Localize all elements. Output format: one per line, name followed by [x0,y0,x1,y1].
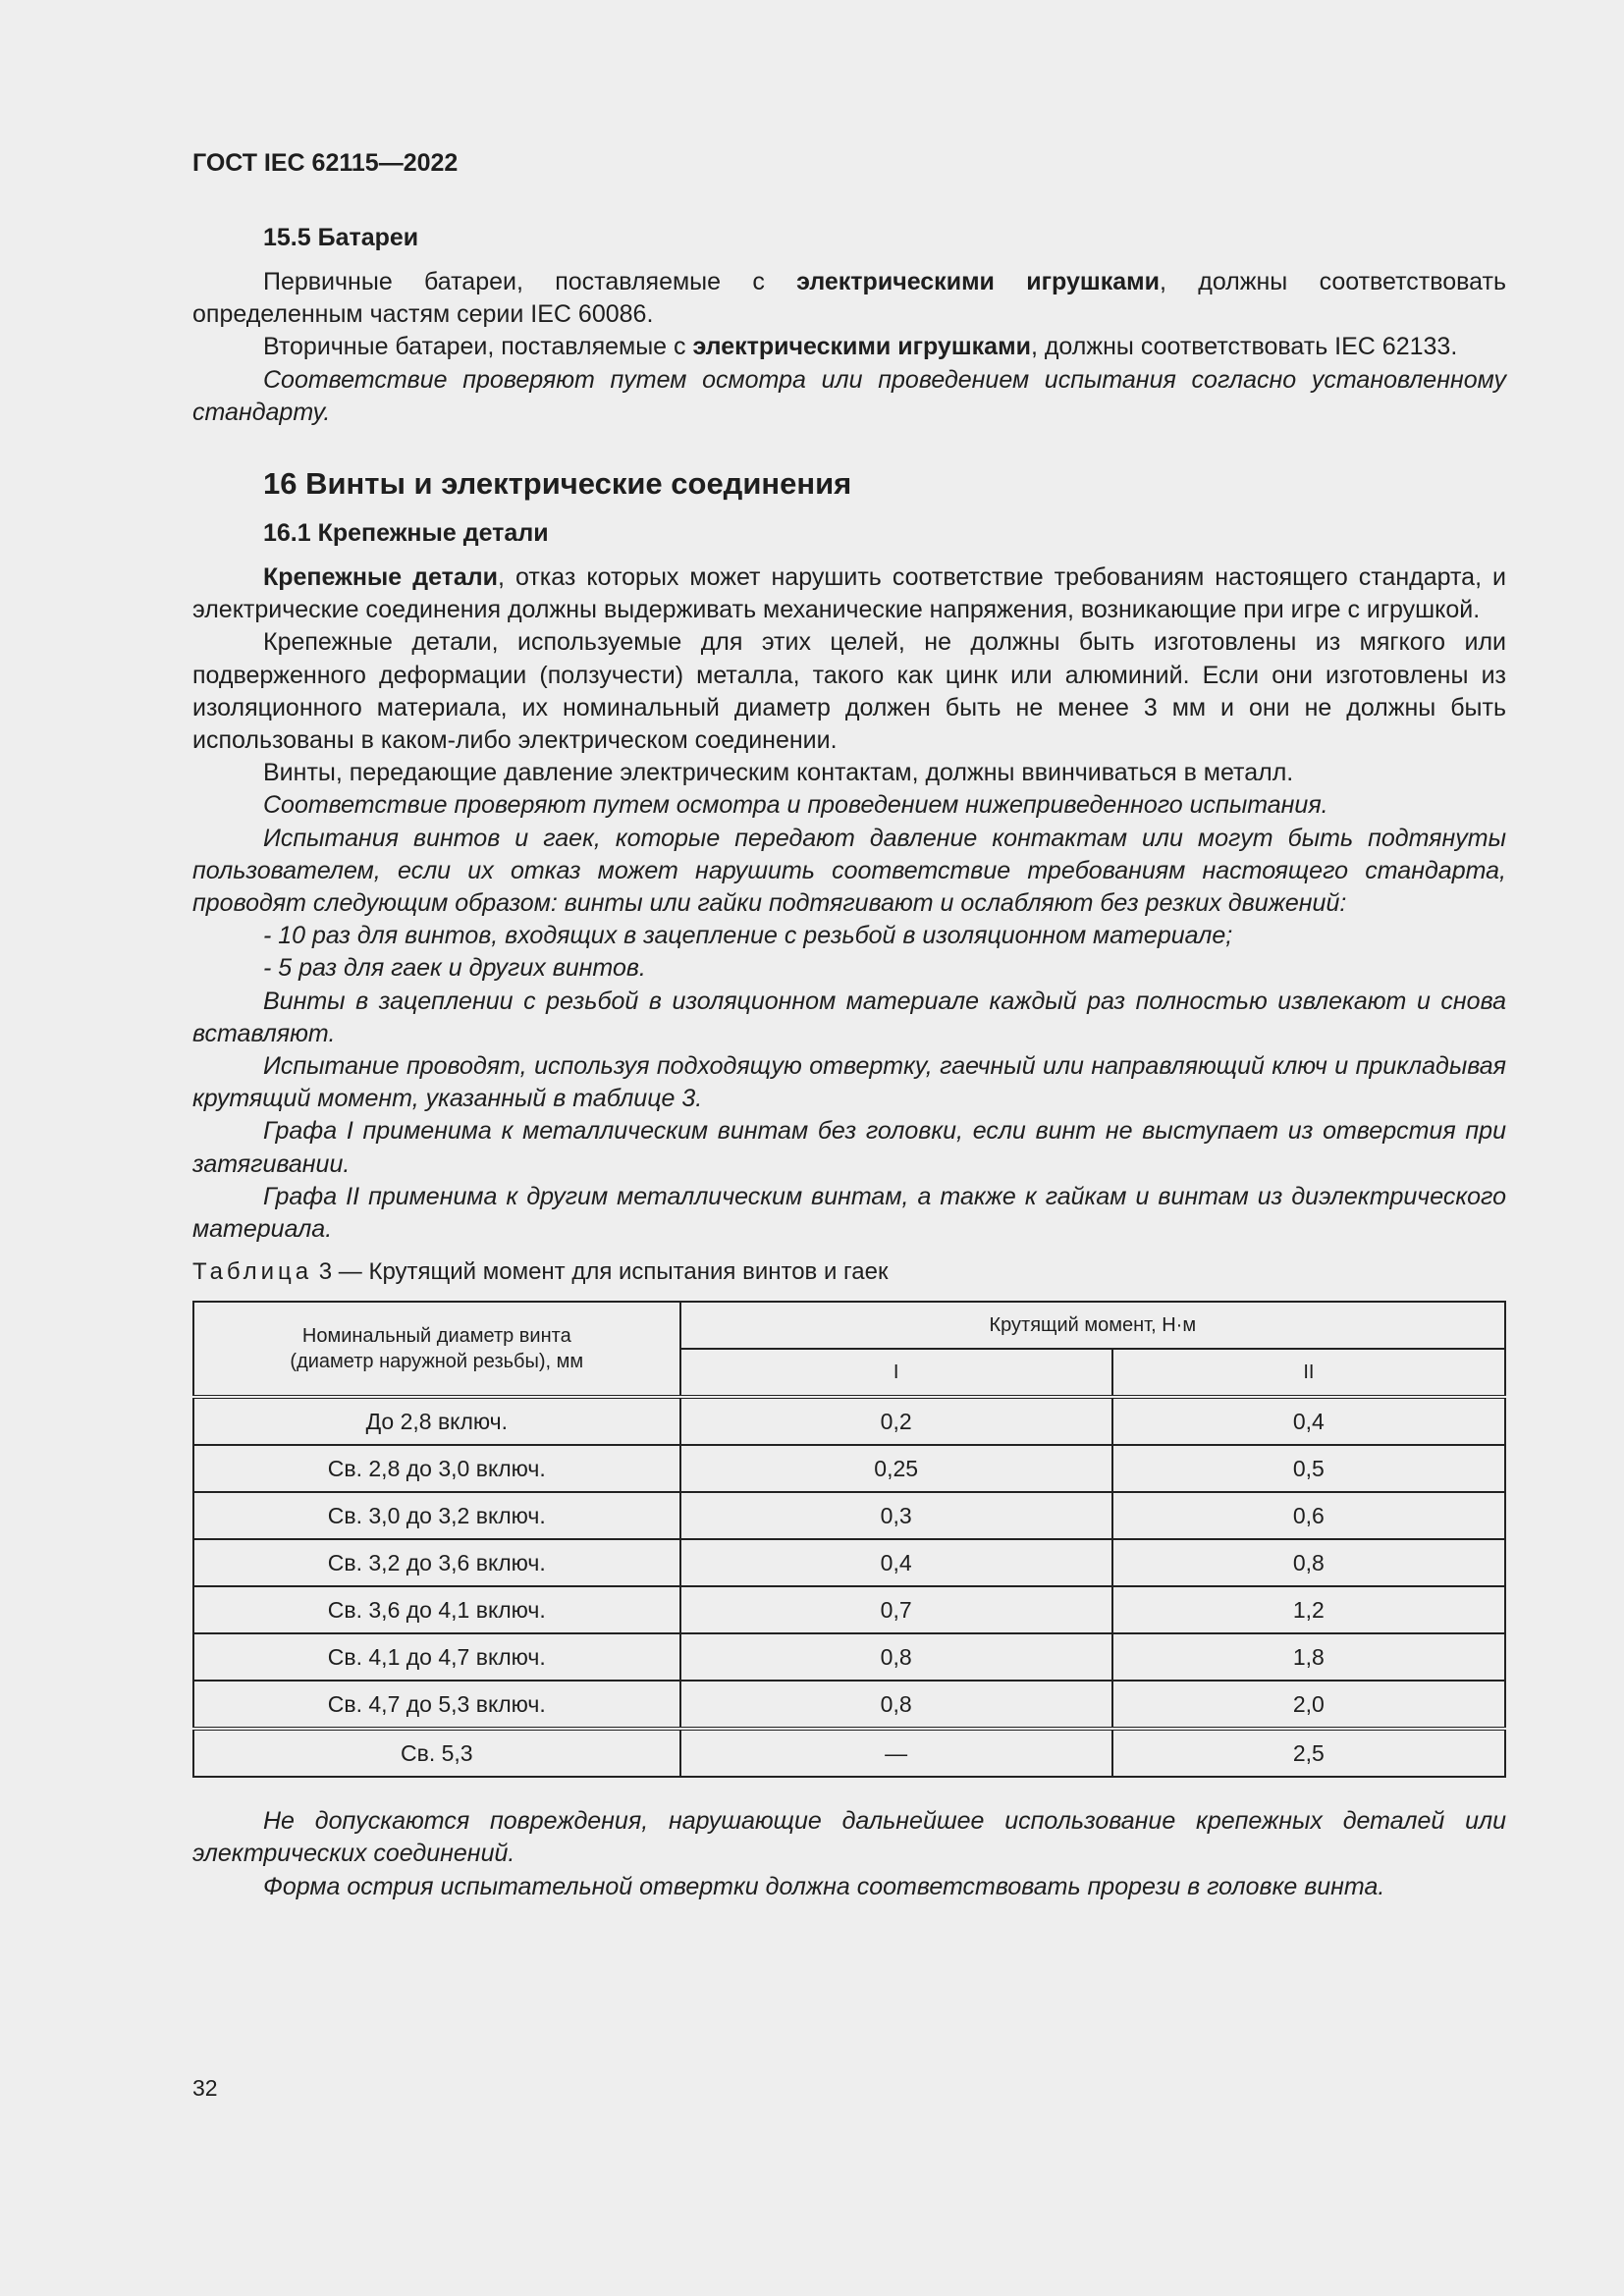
table-cell: 0,25 [680,1445,1112,1492]
list-item: - 5 раз для гаек и других винтов. [263,954,646,983]
table-cell: 1,2 [1112,1586,1505,1633]
table-row [193,1397,1505,1445]
document-header: ГОСТ IEC 62115—2022 [192,149,459,177]
table-cell: 0,8 [1112,1539,1505,1586]
section-16-title: 16 Винты и электрические соединения [263,466,852,502]
page-number: 32 [192,2075,218,2101]
table-cell: Св. 4,7 до 5,3 включ. [193,1681,680,1729]
table-cell: 0,8 [680,1681,1112,1729]
paragraph: Крепежные детали, отказ которых может нарушить соответствие требованиям настоящего стандарта, и электрические соединения должны выдерживать механические напряжения, возникающие при игре с игрушкой. [192,563,1506,624]
table-cell: 0,4 [680,1539,1112,1586]
list-item: - 10 раз для винтов, входящих в зацепление с резьбой в изоляционном материале; [263,922,1233,950]
table-cell: Св. 3,2 до 3,6 включ. [193,1539,680,1586]
table-cell: Св. 3,6 до 4,1 включ. [193,1586,680,1633]
table-cell: 2,0 [1112,1681,1505,1729]
paragraph: Испытания винтов и гаек, которые передают давление контактам или могут быть подтянуты пользователем, если их отказ может нарушить соответствие требованиям настоящего стандарта, проводят следующим образом: винты или гайки подтягивают и ослабляют без резких движений: [192,824,1506,918]
table-cell: 0,5 [1112,1445,1505,1492]
table-cell: Св. 3,0 до 3,2 включ. [193,1492,680,1539]
table-cell: 0,6 [1112,1492,1505,1539]
section-15-5-title: 15.5 Батареи [263,224,419,251]
table-row [193,1586,1505,1633]
table-cell: Св. 5,3 [193,1729,680,1777]
table-row [193,1445,1505,1492]
paragraph: Первичные батареи, поставляемые с электрическими игрушками, должны соответствовать определенным частям серии IEC 60086. [192,268,1506,329]
table-caption: Таблица 3 — Крутящий момент для испытания винтов и гаек [192,1258,889,1286]
table-cell: До 2,8 включ. [193,1397,680,1445]
table-cell: Св. 2,8 до 3,0 включ. [193,1445,680,1492]
table-header-col-ii: II [1112,1349,1505,1397]
paragraph: Графа II применима к другим металлическим винтам, а также к гайкам и винтам из диэлектрического материала. [192,1182,1506,1244]
table-cell: 0,2 [680,1397,1112,1445]
table-row [193,1492,1505,1539]
paragraph: Винты в зацеплении с резьбой в изоляционном материале каждый раз полностью извлекают и снова вставляют. [192,987,1506,1047]
table-cell: 0,7 [680,1586,1112,1633]
paragraph: Вторичные батареи, поставляемые с электрическими игрушками, должны соответствовать IEC 62133. [263,333,1458,361]
table-header-col-i: I [680,1349,1112,1397]
table-cell: Св. 4,1 до 4,7 включ. [193,1633,680,1681]
table-cell: 0,8 [680,1633,1112,1681]
table-row [193,1633,1505,1681]
table-row [193,1681,1505,1729]
table-header-diameter: Номинальный диаметр винта (диаметр наружной резьбы), мм [193,1302,680,1397]
document-body [192,222,1506,1903]
paragraph: Графа I применима к металлическим винтам без головки, если винт не выступает из отверстия при затягивании. [192,1117,1506,1178]
section-16-1-title: 16.1 Крепежные детали [263,519,549,548]
table-cell: — [680,1729,1112,1777]
torque-table [192,1301,1506,1778]
paragraph: Крепежные детали, используемые для этих целей, не должны быть изготовлены из мягкого или подверженного деформации (ползучести) металла, такого как цинк или алюминий. Если они изготовлены из изоляционного материала, их номинальный диаметр должен быть не менее 3 мм и они не должны быть использованы в каком-либо электрическом соединении. [192,628,1506,755]
table-cell: 0,3 [680,1492,1112,1539]
table-cell: 2,5 [1112,1729,1505,1777]
table-cell: 0,4 [1112,1397,1505,1445]
table-header-torque: Крутящий момент, Н·м [680,1302,1505,1349]
paragraph: Испытание проводят, используя подходящую отвертку, гаечный или направляющий ключ и прикладывая крутящий момент, указанный в таблице 3. [192,1052,1506,1113]
table-cell: 1,8 [1112,1633,1505,1681]
paragraph: Винты, передающие давление электрическим контактам, должны ввинчиваться в металл. [263,759,1294,787]
table-row [193,1539,1505,1586]
table-row [193,1729,1505,1777]
paragraph: Не допускаются повреждения, нарушающие дальнейшее использование крепежных деталей или электрических соединений. [192,1807,1506,1868]
paragraph: Форма острия испытательной отвертки должна соответствовать прорези в головке винта. [263,1872,1385,1900]
paragraph: Соответствие проверяют путем осмотра или проведением испытания согласно установленному стандарту. [192,365,1506,426]
paragraph: Соответствие проверяют путем осмотра и проведением нижеприведенного испытания. [263,791,1328,820]
